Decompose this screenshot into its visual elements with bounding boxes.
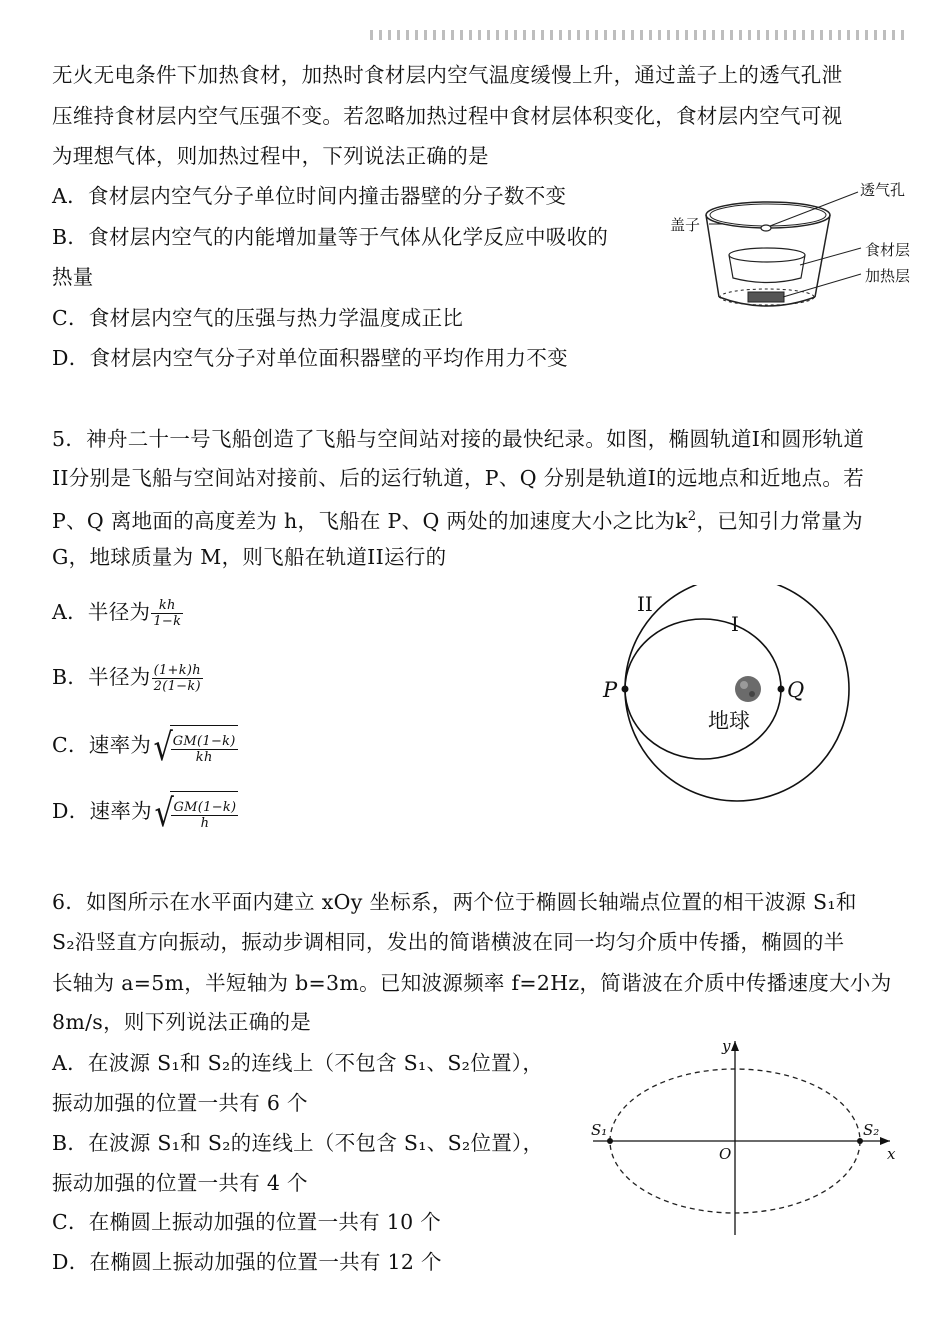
q6-option-c: C．在椭圆上振动加强的位置一共有 10 个 (52, 1210, 442, 1234)
q5-option-d-sqrt (152, 791, 239, 834)
sqrt-icon: √ (154, 790, 175, 835)
q5-line-2: II分别是飞船与空间站对接前、后的运行轨道，P、Q 分别是轨道I的远地点和近地点。若 (52, 466, 865, 490)
sqrt-icon: √ (153, 724, 174, 769)
origin-label: O (719, 1145, 732, 1163)
q4-option-b-cont: 热量 (52, 265, 94, 289)
q5-option-b-fraction (152, 663, 203, 694)
q5-option-c (52, 725, 238, 768)
vent-label: 透气孔 (860, 181, 906, 199)
q5-option-b-prefix: B．半径为 (52, 665, 151, 689)
q5-line-3 (52, 497, 863, 541)
q5-option-a-den: 1−k (153, 614, 182, 629)
point-q (778, 686, 785, 693)
q5-option-c-num: GM(1−k) (172, 734, 236, 749)
point-p (622, 686, 629, 693)
q4-pot-figure (665, 175, 925, 325)
s1-label: S₁ (591, 1121, 608, 1139)
x-axis-label: x (887, 1145, 896, 1163)
q5-line-3-a: P、Q 离地面的高度差为 h，飞船在 P、Q 两处的加速度大小之比为k (52, 508, 688, 533)
q-label: Q (787, 678, 805, 702)
y-axis-label: y (722, 1037, 731, 1055)
q5-line-1: 5．神舟二十一号飞船创造了飞船与空间站对接的最快纪录。如图，椭圆轨道I和圆形轨道 (52, 427, 865, 451)
q6-option-b: B．在波源 S₁和 S₂的连线上（不包含 S₁、S₂位置）， (52, 1131, 544, 1155)
q5-option-a-fraction (151, 598, 183, 629)
q5-line-3-sup: 2 (687, 509, 697, 524)
q5-option-b (52, 657, 203, 697)
q5-option-a (52, 592, 183, 632)
q5-option-a-num: kh (151, 598, 183, 614)
q6-line-2: S₂沿竖直方向振动，振动步调相同，发出的简谐横波在同一均匀介质中传播，椭圆的半 (52, 930, 845, 954)
q5-option-d-den: h (200, 816, 210, 831)
q6-line-3: 长轴为 a=5m，半短轴为 b=3m。已知波源频率 f=2Hz，简谐波在介质中传播速度大小为 (52, 971, 892, 995)
q5-option-b-den: 2(1−k) (153, 679, 201, 694)
q6-option-a: A．在波源 S₁和 S₂的连线上（不包含 S₁、S₂位置）， (52, 1051, 544, 1075)
q4-line-3: 为理想气体，则加热过程中，下列说法正确的是 (52, 144, 489, 168)
q4-option-c: C．食材层内空气的压强与热力学温度成正比 (52, 306, 464, 330)
q5-option-d-fraction (171, 800, 238, 831)
orbit-1-label: I (731, 612, 739, 636)
q5-option-c-den: kh (195, 750, 213, 765)
q6-line-4: 8m/s，则下列说法正确的是 (52, 1010, 312, 1034)
q6-ellipse-figure (585, 1035, 910, 1245)
q6-option-d: D．在椭圆上振动加强的位置一共有 12 个 (52, 1250, 442, 1274)
source-s1 (607, 1138, 613, 1144)
q4-line-2: 压维持食材层内空气压强不变。若忽略加热过程中食材层体积变化，食材层内空气可视 (52, 104, 843, 128)
heating-layer-label: 加热层 (865, 267, 911, 285)
orbit-2-label: II (637, 592, 653, 616)
q5-option-d-num: GM(1−k) (173, 800, 237, 815)
q6-option-a-cont: 振动加强的位置一共有 6 个 (52, 1091, 308, 1115)
earth-icon (735, 676, 761, 702)
q4-line-1: 无火无电条件下加热食材，加热时食材层内空气温度缓慢上升，通过盖子上的透气孔泄 (52, 63, 843, 87)
cropped-header-remnant (370, 30, 910, 40)
q5-option-d (52, 791, 238, 834)
food-layer-label: 食材层 (865, 241, 911, 259)
q5-option-d-prefix: D．速率为 (52, 799, 152, 823)
q5-option-a-prefix: A．半径为 (52, 600, 151, 624)
q5-option-b-num: (1+k)h (153, 663, 201, 678)
q5-option-c-sqrt (151, 725, 238, 768)
q5-orbit-figure (595, 585, 875, 810)
q5-line-4: G，地球质量为 M，则飞船在轨道II运行的 (52, 545, 447, 569)
s2-label: S₂ (863, 1121, 880, 1139)
q6-option-b-cont: 振动加强的位置一共有 4 个 (52, 1171, 308, 1195)
p-label: P (603, 678, 618, 702)
lid-label: 盖子 (670, 216, 701, 234)
q4-option-b: B．食材层内空气的内能增加量等于气体从化学反应中吸收的 (52, 225, 609, 249)
q5-option-c-fraction (171, 734, 238, 765)
q4-option-a: A．食材层内空气分子单位时间内撞击器壁的分子数不变 (52, 184, 567, 208)
q5-option-c-prefix: C．速率为 (52, 733, 152, 757)
q4-option-d: D．食材层内空气分子对单位面积器壁的平均作用力不变 (52, 346, 568, 370)
earth-label: 地球 (708, 709, 750, 733)
q5-line-3-b: ，已知引力常量为 (696, 508, 863, 533)
q6-line-1: 6．如图所示在水平面内建立 xOy 坐标系，两个位于椭圆长轴端点位置的相干波源 S₁和 (52, 890, 857, 914)
